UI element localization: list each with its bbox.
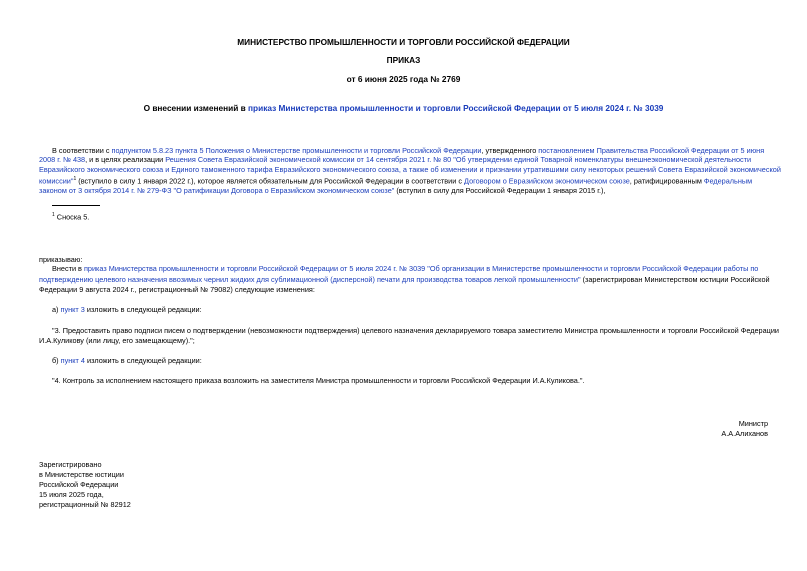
eec-decision-link[interactable]: Решения Совета Евразийской экономической комиссии от 14 сентября 2021 г. № 80 "Об утверждении единой Товарной номенклатуры внешнеэкономической деятельности bbox=[165, 155, 752, 164]
amended-order-link[interactable]: приказ Министерства промышленности и торговли Российской Федерации от 5 июля 2024 г. № 3039 "Об организации в Министерстве промышленности и торговли Российской Федерации работы по bbox=[83, 264, 759, 273]
point-4-link[interactable]: пункт 4 bbox=[60, 356, 85, 365]
preamble-line-3 bbox=[39, 165, 781, 174]
doc-type-heading: ПРИКАЗ bbox=[386, 55, 421, 65]
amend-text: (зарегистрирован Министерством юстиции Российской bbox=[580, 275, 770, 284]
signature-name: А.А.Алиханов bbox=[721, 429, 768, 438]
eec-decision-link-cont[interactable]: Евразийского экономического союза и Единого таможенного тарифа Евразийского экономического союза, а также об изменении и признании утратившими силу некоторых решений Совета Евразийской экономической bbox=[39, 165, 781, 174]
federal-law-link[interactable]: Федеральным bbox=[703, 176, 753, 186]
subject-order-link[interactable]: приказ Министерства промышленности и торговли Российской Федерации от 5 июля 2024 г. № 3039 bbox=[248, 103, 664, 113]
subject-prefix: О внесении изменений в bbox=[143, 103, 249, 113]
footnote-text: Сноска 5. bbox=[54, 212, 90, 222]
amend-text: Внести в bbox=[52, 264, 84, 273]
eaeu-treaty-link[interactable]: Договором о Евразийском экономическом союзе bbox=[464, 176, 630, 186]
preamble-text: В соответствии с bbox=[52, 146, 112, 155]
preamble-line-1 bbox=[52, 146, 764, 155]
resolution-number-link[interactable]: 2008 г. № 438 bbox=[39, 155, 86, 164]
registration-line-2: в Министерстве юстиции bbox=[39, 470, 124, 479]
footnote-separator bbox=[52, 205, 100, 206]
point-3-link[interactable]: пункт 3 bbox=[60, 305, 85, 314]
preamble-text: (вступил в силу для Российской Федерации 1 января 2015 г.), bbox=[394, 186, 606, 195]
signature-title: Министр bbox=[738, 419, 768, 428]
preamble-text: , и в целях реализации bbox=[85, 155, 166, 164]
footnote-mark: 1 bbox=[52, 212, 55, 218]
registration-line-5: регистрационный № 82912 bbox=[39, 500, 131, 509]
regulation-subpoint-link[interactable]: подпунктом 5.8.23 пункта 5 Положения о Министерстве промышленности и торговли Российской Федерации bbox=[111, 146, 482, 155]
footnote-ref[interactable]: 1 bbox=[73, 176, 77, 182]
item-a bbox=[52, 305, 202, 314]
preamble-text: , утвержденного bbox=[481, 146, 539, 155]
quote-3-line-2: И.А.Куликову (или лицу, его замещающему)."; bbox=[39, 336, 195, 345]
quote-3-line-1: "3. Предоставить право подписи писем о подтверждении (невозможности подтверждения) целевого назначения декларируемого товара заместителю Министра промышленности и торговли Российской Федерации bbox=[52, 326, 779, 335]
government-resolution-link[interactable]: постановлением Правительства Российской Федерации от 5 июня bbox=[538, 146, 765, 155]
item-b-text: изложить в следующей редакции: bbox=[84, 356, 202, 365]
registration-line-4: 15 июля 2025 года, bbox=[39, 490, 104, 499]
item-b bbox=[52, 356, 202, 365]
amend-line-3: Федерации 9 августа 2024 г., регистрационный № 79082) следующие изменения: bbox=[39, 285, 315, 294]
registration-line-1: Зарегистрировано bbox=[39, 460, 102, 469]
preamble-line-2 bbox=[39, 155, 751, 164]
eec-decision-link-end[interactable]: комиссии" bbox=[39, 176, 74, 186]
amend-line-1 bbox=[52, 264, 758, 273]
item-a-prefix: а) bbox=[52, 305, 61, 314]
order-word: приказываю: bbox=[39, 255, 83, 264]
subject-heading bbox=[0, 104, 807, 113]
quote-4: "4. Контроль за исполнением настоящего приказа возложить на заместителя Министра промышленности и торговли Российской Федерации И.А.Куликова.". bbox=[52, 376, 585, 385]
preamble-line-5 bbox=[39, 186, 605, 195]
preamble-line-4 bbox=[39, 175, 752, 185]
ministry-heading: МИНИСТЕРСТВО ПРОМЫШЛЕННОСТИ И ТОРГОВЛИ РОССИЙСКОЙ ФЕДЕРАЦИИ bbox=[237, 37, 570, 47]
preamble-text: , ратифицированным bbox=[629, 176, 704, 186]
federal-law-link-cont[interactable]: законом от 3 октября 2014 г. № 279-ФЗ "О ратификации Договора о Евразийском экономическом союзе" bbox=[39, 186, 395, 195]
registration-line-3: Российской Федерации bbox=[39, 480, 119, 489]
amended-order-link-cont[interactable]: подтверждению целевого назначения ввозимых чернил жидких для сублимационной (дисперсной) печати для производства товаров легкой промышленности" bbox=[39, 275, 581, 284]
amend-line-2 bbox=[39, 275, 770, 284]
date-number-heading: от 6 июня 2025 года № 2769 bbox=[346, 74, 461, 84]
footnote bbox=[52, 211, 89, 221]
item-b-prefix: б) bbox=[52, 356, 61, 365]
item-a-text: изложить в следующей редакции: bbox=[84, 305, 202, 314]
preamble-text: (вступило в силу 1 января 2022 г.), которое является обязательным для Российской Федерации в соответствии с bbox=[76, 176, 465, 186]
